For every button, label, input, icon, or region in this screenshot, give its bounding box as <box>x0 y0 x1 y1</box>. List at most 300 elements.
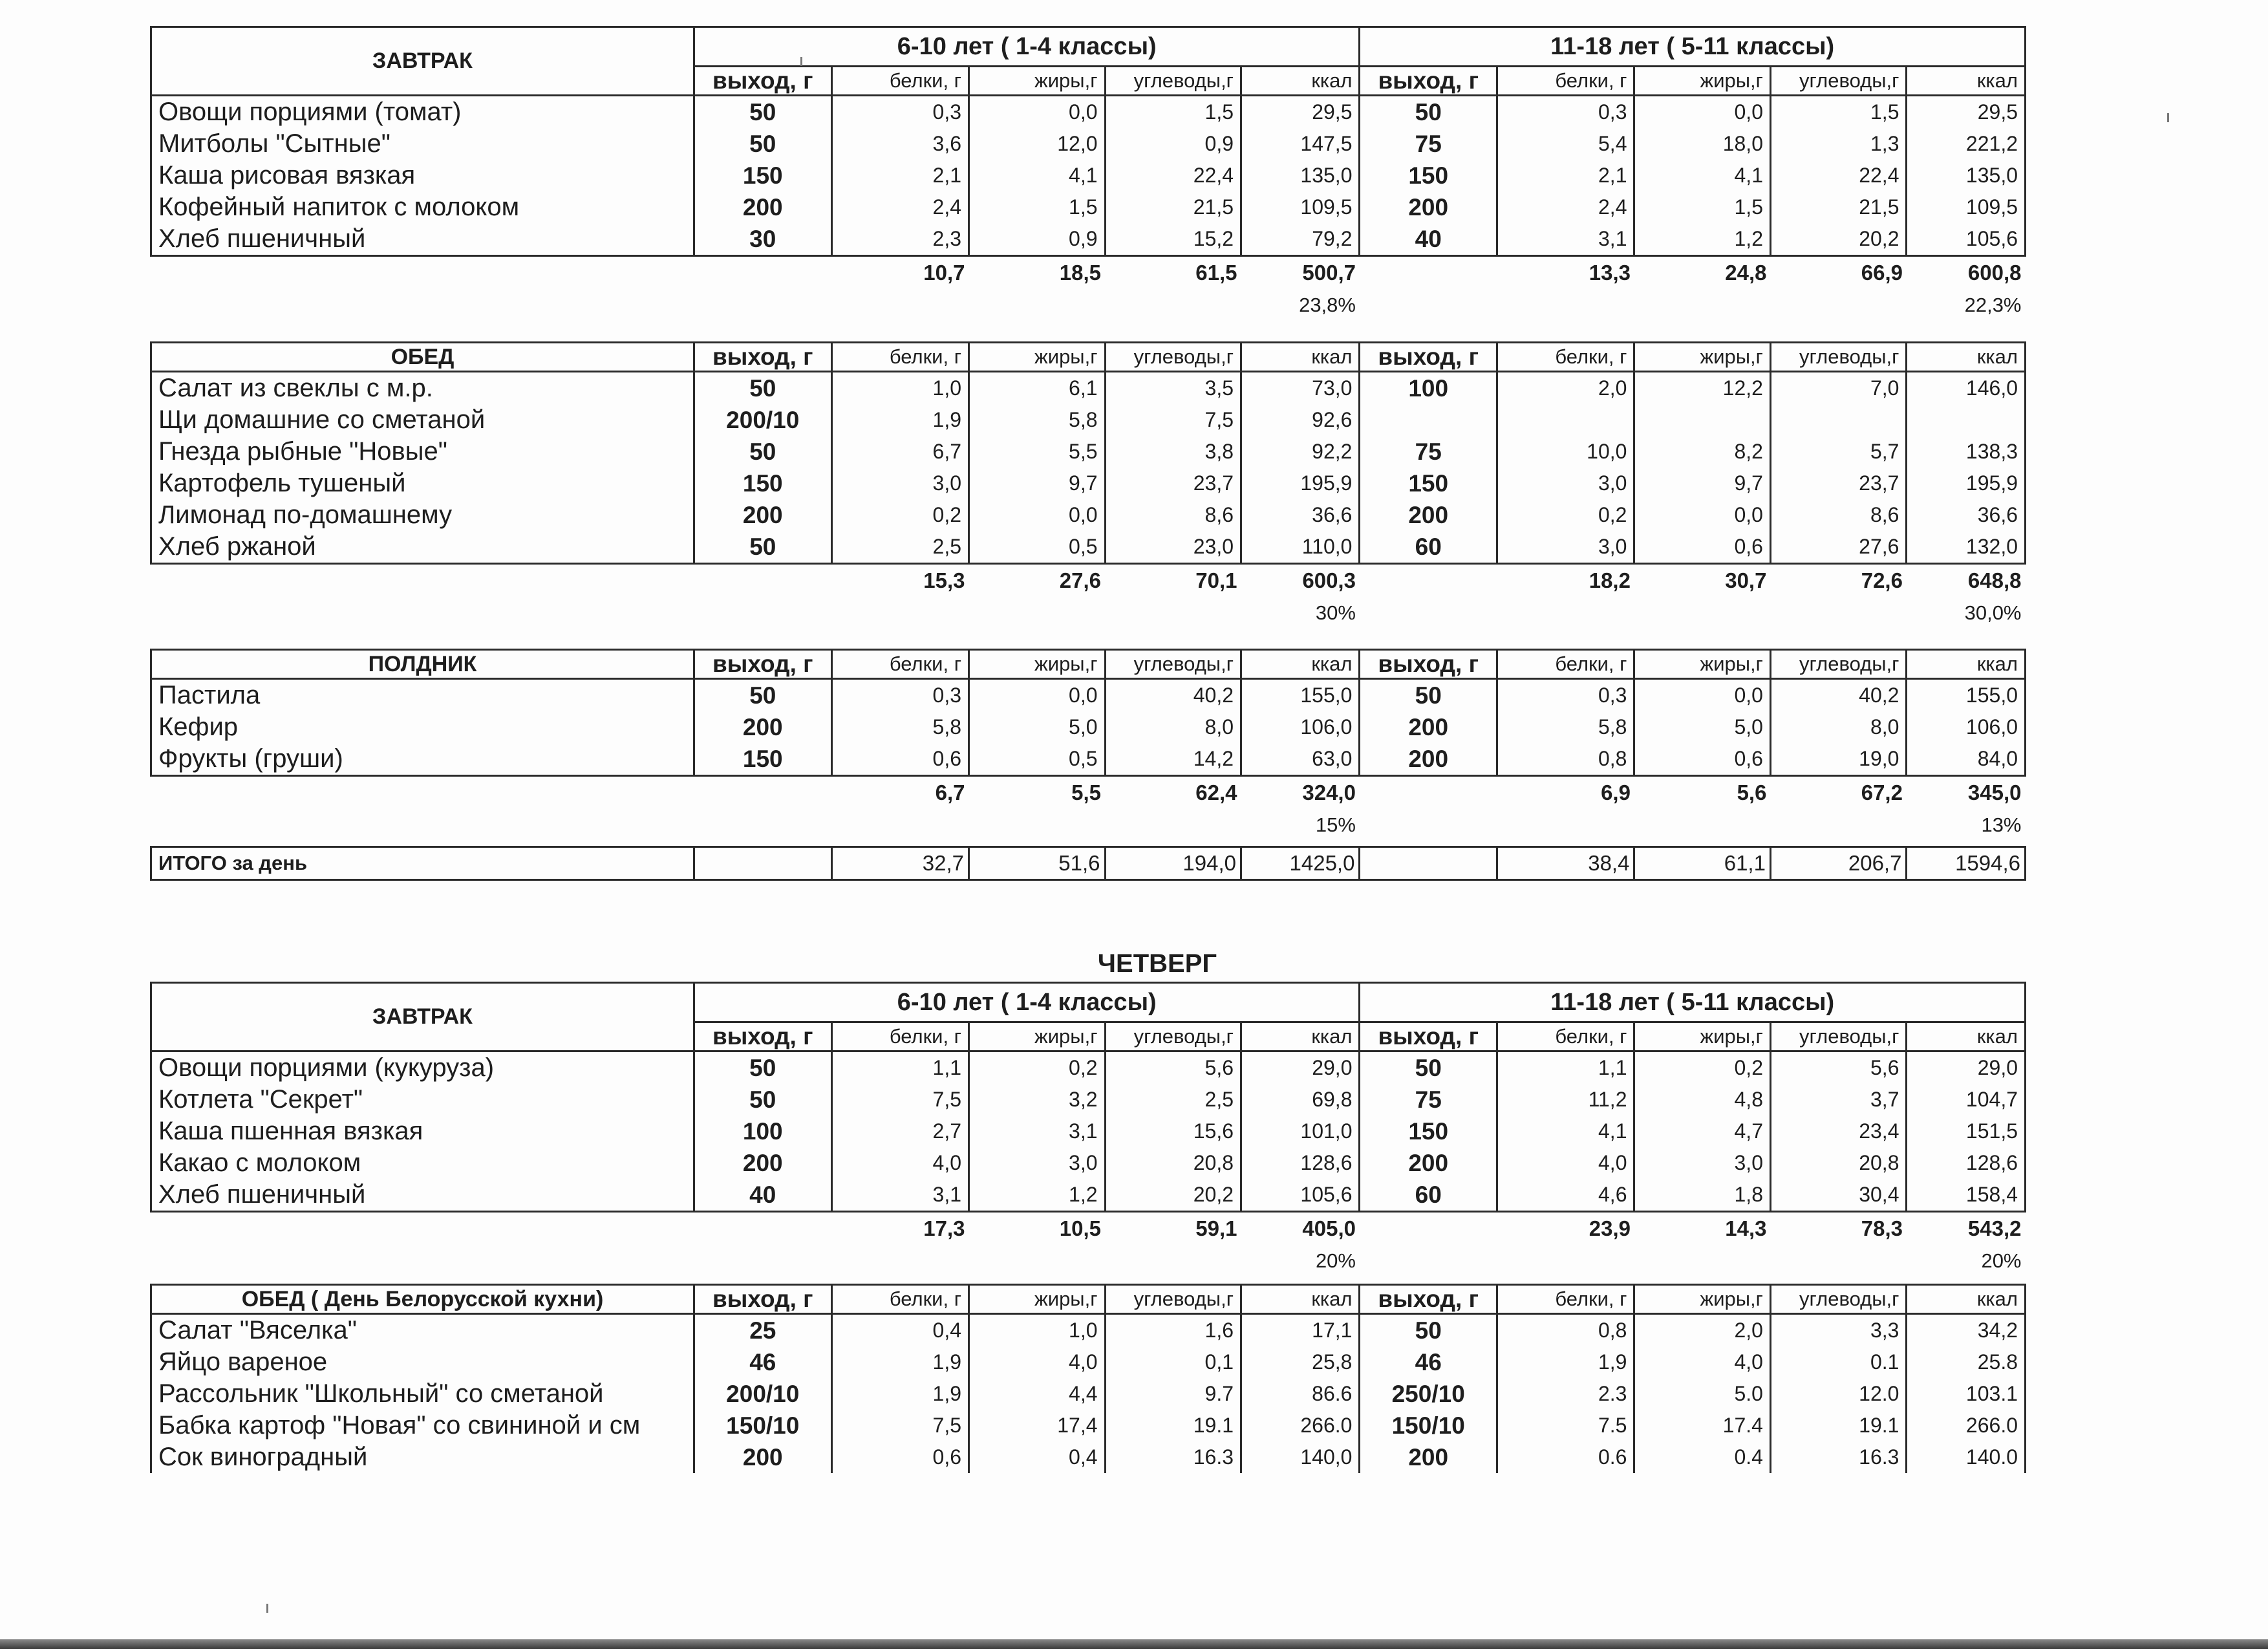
junior-carbs-subtotal: 62,4 <box>1195 781 1237 804</box>
senior-carbs-value: 8,6 <box>1770 499 1907 531</box>
junior-kcal-value: 147,5 <box>1241 128 1360 160</box>
senior-protein-value: 0,3 <box>1497 96 1634 129</box>
menu-item-row <box>151 128 2026 160</box>
senior-kcal-value: 138,3 <box>1907 436 2026 468</box>
senior-protein-value: 11,2 <box>1497 1084 1634 1116</box>
menu-item-row <box>151 1147 2026 1179</box>
senior-carbs-value: 1,3 <box>1770 128 1907 160</box>
spacer <box>1360 809 1497 841</box>
senior-fat-value: 3,0 <box>1634 1147 1771 1179</box>
total-junior-kcal: 1425,0 <box>1241 846 1360 879</box>
junior-fat-value: 1,0 <box>969 1314 1106 1347</box>
senior-output-value: 250/10 <box>1360 1378 1497 1410</box>
day1-snack-rows <box>151 679 2026 776</box>
day-total-label: ИТОГО за день <box>151 846 694 879</box>
junior-carbs-value: 3,8 <box>1105 436 1241 468</box>
junior-kcal-value: 69,8 <box>1241 1084 1360 1116</box>
spacer <box>1634 597 1771 629</box>
junior-output-header: выход, г <box>694 1285 832 1314</box>
menu-item-row <box>151 436 2026 468</box>
senior-fat-value: 4,0 <box>1634 1346 1771 1378</box>
senior-fat-value: 17.4 <box>1634 1410 1771 1441</box>
junior-protein-value: 3,1 <box>831 1179 969 1212</box>
senior-output-value: 200 <box>1360 743 1497 776</box>
junior-protein-value: 2,5 <box>831 531 969 564</box>
day2-breakfast-rows <box>151 1051 2026 1212</box>
day1-lunch-block <box>150 341 2026 629</box>
junior-fat-value: 4,1 <box>969 160 1106 191</box>
junior-fat-header: жиры,г <box>969 67 1106 96</box>
junior-fat-value: 5,5 <box>969 436 1106 468</box>
senior-kcal-value: 84,0 <box>1907 743 2026 776</box>
dish-name: Картофель тушеный <box>151 468 694 499</box>
dish-name: Котлета "Секрет" <box>151 1084 694 1116</box>
menu-item-row <box>151 1179 2026 1212</box>
meal-percent-row <box>151 597 2026 629</box>
day2-breakfast-table <box>150 982 2026 1277</box>
spacer <box>1360 1212 1497 1245</box>
scan-speck <box>800 57 802 66</box>
junior-kcal-subtotal: 500,7 <box>1302 261 1356 285</box>
senior-carbs-value: 23,7 <box>1770 468 1907 499</box>
junior-output-value: 200/10 <box>694 1378 832 1410</box>
senior-protein-value <box>1497 404 1634 436</box>
junior-output-header: выход, г <box>694 343 832 372</box>
junior-carbs-value: 16.3 <box>1105 1441 1241 1473</box>
senior-output-value: 200 <box>1360 1147 1497 1179</box>
scanner-edge-shadow <box>0 1639 2268 1649</box>
junior-carbs-header: углеводы,г <box>1105 1022 1241 1051</box>
column-header-row <box>151 343 2026 372</box>
junior-kcal-value: 36,6 <box>1241 499 1360 531</box>
senior-output-header: выход, г <box>1360 67 1497 96</box>
senior-fat-value: 4,7 <box>1634 1116 1771 1147</box>
senior-kcal-value: 151,5 <box>1907 1116 2026 1147</box>
dish-name: Рассольник "Школьный" со сметаной <box>151 1378 694 1410</box>
dish-name: Хлеб пшеничный <box>151 1179 694 1212</box>
junior-output-value: 200 <box>694 711 832 743</box>
spacer <box>151 597 694 629</box>
senior-protein-value: 1,1 <box>1497 1051 1634 1084</box>
junior-carbs-value: 14,2 <box>1105 743 1241 776</box>
senior-carbs-value: 22,4 <box>1770 160 1907 191</box>
spacer <box>831 289 969 321</box>
senior-fat-subtotal: 5,6 <box>1737 781 1767 804</box>
junior-protein-value: 2,4 <box>831 191 969 223</box>
senior-fat-value <box>1634 404 1771 436</box>
senior-carbs-header: углеводы,г <box>1770 67 1907 96</box>
junior-protein-header: белки, г <box>831 343 969 372</box>
day2-breakfast-block <box>150 982 2026 1277</box>
age-group-junior: 6-10 лет ( 1-4 классы) <box>694 983 1360 1022</box>
dish-name: Салат из свеклы с м.р. <box>151 372 694 405</box>
senior-output-value: 50 <box>1360 1051 1497 1084</box>
spacer <box>1770 809 1907 841</box>
junior-carbs-value: 23,0 <box>1105 531 1241 564</box>
senior-kcal-value: 104,7 <box>1907 1084 2026 1116</box>
senior-protein-value: 3,0 <box>1497 531 1634 564</box>
senior-output-value: 75 <box>1360 436 1497 468</box>
day1-lunch-table <box>150 341 2026 629</box>
day-total-row <box>151 846 2026 879</box>
junior-carbs-value: 22,4 <box>1105 160 1241 191</box>
junior-protein-value: 0,6 <box>831 1441 969 1473</box>
senior-kcal-value: 25.8 <box>1907 1346 2026 1378</box>
junior-kcal-percent: 15% <box>1315 814 1356 836</box>
junior-fat-value: 4,0 <box>969 1346 1106 1378</box>
junior-protein-value: 7,5 <box>831 1410 969 1441</box>
senior-fat-value: 0,2 <box>1634 1051 1771 1084</box>
senior-fat-value: 12,2 <box>1634 372 1771 405</box>
junior-kcal-value: 105,6 <box>1241 1179 1360 1212</box>
spacer <box>831 1245 969 1277</box>
junior-fat-value: 0,9 <box>969 223 1106 256</box>
junior-carbs-subtotal: 70,1 <box>1195 568 1237 592</box>
senior-fat-value: 8,2 <box>1634 436 1771 468</box>
menu-item-row <box>151 191 2026 223</box>
junior-protein-value: 2,7 <box>831 1116 969 1147</box>
junior-protein-value: 5,8 <box>831 711 969 743</box>
senior-protein-value: 5,8 <box>1497 711 1634 743</box>
dish-name: Бабка картоф "Новая" со свининой и см <box>151 1410 694 1441</box>
junior-output-value: 150 <box>694 468 832 499</box>
junior-output-value: 40 <box>694 1179 832 1212</box>
senior-carbs-header: углеводы,г <box>1770 1022 1907 1051</box>
senior-kcal-header: ккал <box>1907 1022 2026 1051</box>
column-header-row <box>151 650 2026 679</box>
junior-output-header: выход, г <box>694 67 832 96</box>
senior-fat-value: 0,0 <box>1634 679 1771 712</box>
menu-item-row <box>151 1084 2026 1116</box>
senior-protein-value: 2,0 <box>1497 372 1634 405</box>
senior-protein-value: 0,3 <box>1497 679 1634 712</box>
senior-carbs-value: 5,7 <box>1770 436 1907 468</box>
spacer <box>1497 597 1634 629</box>
spacer <box>969 809 1106 841</box>
senior-carbs-value: 19,0 <box>1770 743 1907 776</box>
senior-carbs-value: 40,2 <box>1770 679 1907 712</box>
junior-protein-value: 3,0 <box>831 468 969 499</box>
junior-protein-value: 7,5 <box>831 1084 969 1116</box>
junior-fat-value: 4,4 <box>969 1378 1106 1410</box>
junior-fat-header: жиры,г <box>969 343 1106 372</box>
senior-carbs-value: 27,6 <box>1770 531 1907 564</box>
total-junior-fat: 51,6 <box>969 846 1106 879</box>
senior-kcal-value: 103.1 <box>1907 1378 2026 1410</box>
total-senior-carbs: 206,7 <box>1770 846 1907 879</box>
senior-kcal-percent: 30,0% <box>1964 601 2022 624</box>
senior-carbs-header: углеводы,г <box>1770 650 1907 679</box>
total-junior-carbs: 194,0 <box>1105 846 1241 879</box>
senior-protein-header: белки, г <box>1497 650 1634 679</box>
junior-protein-value: 0,3 <box>831 96 969 129</box>
dish-name: Каша рисовая вязкая <box>151 160 694 191</box>
senior-output-value: 75 <box>1360 1084 1497 1116</box>
dish-name: Пастила <box>151 679 694 712</box>
senior-kcal-value: 140.0 <box>1907 1441 2026 1473</box>
senior-kcal-value: 106,0 <box>1907 711 2026 743</box>
senior-carbs-value: 30,4 <box>1770 1179 1907 1212</box>
spacer <box>151 289 694 321</box>
senior-kcal-header: ккал <box>1907 67 2026 96</box>
senior-protein-value: 3,1 <box>1497 223 1634 256</box>
senior-output-value: 50 <box>1360 1314 1497 1347</box>
meal-percent-row <box>151 1245 2026 1277</box>
senior-protein-subtotal: 13,3 <box>1589 261 1631 285</box>
junior-fat-header: жиры,г <box>969 1285 1106 1314</box>
senior-kcal-value: 221,2 <box>1907 128 2026 160</box>
junior-output-value: 50 <box>694 1051 832 1084</box>
junior-kcal-percent: 20% <box>1315 1249 1356 1272</box>
spacer <box>694 1212 832 1245</box>
junior-fat-subtotal: 18,5 <box>1059 261 1101 285</box>
dish-name: Лимонад по-домашнему <box>151 499 694 531</box>
senior-protein-value: 2.3 <box>1497 1378 1634 1410</box>
senior-carbs-value: 12.0 <box>1770 1378 1907 1410</box>
senior-protein-value: 3,0 <box>1497 468 1634 499</box>
junior-protein-value: 0,4 <box>831 1314 969 1347</box>
meal-title: ЗАВТРАК <box>151 27 694 96</box>
senior-kcal-value: 155,0 <box>1907 679 2026 712</box>
junior-protein-value: 6,7 <box>831 436 969 468</box>
spacer <box>1360 289 1497 321</box>
junior-kcal-value: 63,0 <box>1241 743 1360 776</box>
meal-subtotal-row <box>151 564 2026 598</box>
senior-carbs-value <box>1770 404 1907 436</box>
junior-kcal-header: ккал <box>1241 1022 1360 1051</box>
senior-protein-value: 1,9 <box>1497 1346 1634 1378</box>
senior-carbs-value: 23,4 <box>1770 1116 1907 1147</box>
senior-kcal-percent: 13% <box>1981 814 2022 836</box>
junior-kcal-header: ккал <box>1241 650 1360 679</box>
spacer <box>694 809 832 841</box>
junior-fat-value: 0,0 <box>969 499 1106 531</box>
junior-kcal-value: 140,0 <box>1241 1441 1360 1473</box>
dish-name: Овощи порциями (кукуруза) <box>151 1051 694 1084</box>
senior-protein-value: 5,4 <box>1497 128 1634 160</box>
junior-output-header: выход, г <box>694 650 832 679</box>
spacer <box>1497 1245 1634 1277</box>
senior-carbs-header: углеводы,г <box>1770 343 1907 372</box>
age-group-senior: 11-18 лет ( 5-11 классы) <box>1360 983 2026 1022</box>
junior-carbs-value: 8,0 <box>1105 711 1241 743</box>
senior-fat-header: жиры,г <box>1634 67 1771 96</box>
senior-protein-value: 2,4 <box>1497 191 1634 223</box>
meal-percent-row <box>151 289 2026 321</box>
junior-kcal-value: 106,0 <box>1241 711 1360 743</box>
spacer <box>1105 597 1241 629</box>
senior-kcal-value: 29,0 <box>1907 1051 2026 1084</box>
senior-kcal-header: ккал <box>1907 343 2026 372</box>
spacer <box>1360 597 1497 629</box>
junior-protein-value: 1,1 <box>831 1051 969 1084</box>
dish-name: Митболы "Сытные" <box>151 128 694 160</box>
junior-protein-value: 0,2 <box>831 499 969 531</box>
senior-output-value: 150 <box>1360 468 1497 499</box>
senior-carbs-value: 20,8 <box>1770 1147 1907 1179</box>
senior-output-value: 200 <box>1360 1441 1497 1473</box>
senior-kcal-subtotal: 600,8 <box>1967 261 2022 285</box>
junior-output-value: 50 <box>694 436 832 468</box>
senior-output-value: 75 <box>1360 128 1497 160</box>
junior-kcal-value: 128,6 <box>1241 1147 1360 1179</box>
spacer <box>1770 597 1907 629</box>
senior-protein-header: белки, г <box>1497 1285 1634 1314</box>
senior-carbs-subtotal: 72,6 <box>1861 568 1903 592</box>
junior-protein-value: 2,3 <box>831 223 969 256</box>
senior-carbs-subtotal: 66,9 <box>1861 261 1903 285</box>
spacer <box>1360 564 1497 598</box>
junior-carbs-value: 15,2 <box>1105 223 1241 256</box>
senior-carbs-value: 1,5 <box>1770 96 1907 129</box>
senior-carbs-subtotal: 78,3 <box>1861 1216 1903 1240</box>
senior-kcal-value: 36,6 <box>1907 499 2026 531</box>
senior-fat-header: жиры,г <box>1634 650 1771 679</box>
dish-name: Щи домашние со сметаной <box>151 404 694 436</box>
day1-breakfast-rows <box>151 96 2026 256</box>
menu-item-row <box>151 1314 2026 1347</box>
junior-output-value: 50 <box>694 1084 832 1116</box>
spacer <box>694 776 832 810</box>
senior-kcal-subtotal: 648,8 <box>1967 568 2022 592</box>
senior-kcal-value: 195,9 <box>1907 468 2026 499</box>
junior-kcal-subtotal: 405,0 <box>1302 1216 1356 1240</box>
total-senior-protein: 38,4 <box>1497 846 1634 879</box>
junior-output-value: 200 <box>694 191 832 223</box>
day1-breakfast-block <box>150 26 2026 321</box>
day1-breakfast-table <box>150 26 2026 321</box>
junior-carbs-value: 0,9 <box>1105 128 1241 160</box>
senior-kcal-value: 158,4 <box>1907 1179 2026 1212</box>
spacer <box>1634 809 1771 841</box>
junior-protein-header: белки, г <box>831 67 969 96</box>
senior-kcal-percent: 22,3% <box>1964 294 2022 316</box>
spacer <box>969 1245 1106 1277</box>
senior-kcal-value: 135,0 <box>1907 160 2026 191</box>
junior-carbs-value: 5,6 <box>1105 1051 1241 1084</box>
menu-item-row <box>151 1116 2026 1147</box>
senior-output-value: 200 <box>1360 499 1497 531</box>
senior-kcal-header: ккал <box>1907 1285 2026 1314</box>
junior-carbs-value: 7,5 <box>1105 404 1241 436</box>
senior-protein-value: 0,8 <box>1497 1314 1634 1347</box>
dish-name: Гнезда рыбные "Новые" <box>151 436 694 468</box>
junior-kcal-value: 155,0 <box>1241 679 1360 712</box>
senior-protein-header: белки, г <box>1497 1022 1634 1051</box>
senior-kcal-value: 146,0 <box>1907 372 2026 405</box>
spacer <box>151 564 694 598</box>
senior-protein-value: 4,0 <box>1497 1147 1634 1179</box>
spacer <box>1497 289 1634 321</box>
senior-protein-header: белки, г <box>1497 67 1634 96</box>
senior-kcal-subtotal: 345,0 <box>1967 781 2022 804</box>
spacer <box>694 1245 832 1277</box>
dish-name: Салат "Вяселка" <box>151 1314 694 1347</box>
senior-output-value: 60 <box>1360 531 1497 564</box>
spacer <box>969 289 1106 321</box>
dish-name: Фрукты (груши) <box>151 743 694 776</box>
senior-kcal-subtotal: 543,2 <box>1967 1216 2022 1240</box>
senior-fat-value: 4,1 <box>1634 160 1771 191</box>
junior-output-value: 50 <box>694 372 832 405</box>
dish-name: Кефир <box>151 711 694 743</box>
senior-fat-header: жиры,г <box>1634 1285 1771 1314</box>
junior-kcal-value: 17,1 <box>1241 1314 1360 1347</box>
junior-output-value: 200 <box>694 499 832 531</box>
senior-protein-value: 4,1 <box>1497 1116 1634 1147</box>
junior-carbs-header: углеводы,г <box>1105 650 1241 679</box>
junior-kcal-subtotal: 324,0 <box>1302 781 1356 804</box>
junior-protein-subtotal: 10,7 <box>923 261 965 285</box>
spacer <box>831 809 969 841</box>
junior-carbs-value: 3,5 <box>1105 372 1241 405</box>
day-title: ЧЕТВЕРГ <box>1097 949 1217 978</box>
senior-fat-value: 0,0 <box>1634 96 1771 129</box>
junior-carbs-value: 40,2 <box>1105 679 1241 712</box>
spacer <box>151 776 694 810</box>
dish-name: Какао с молоком <box>151 1147 694 1179</box>
meal-subtotal-row <box>151 256 2026 290</box>
junior-output-value: 50 <box>694 96 832 129</box>
junior-carbs-value: 20,8 <box>1105 1147 1241 1179</box>
senior-carbs-value: 8,0 <box>1770 711 1907 743</box>
junior-carbs-value: 1,5 <box>1105 96 1241 129</box>
spacer <box>1634 1245 1771 1277</box>
junior-carbs-header: углеводы,г <box>1105 1285 1241 1314</box>
menu-item-row <box>151 96 2026 129</box>
menu-item-row <box>151 1051 2026 1084</box>
junior-protein-subtotal: 6,7 <box>935 781 965 804</box>
column-header-row <box>151 1285 2026 1314</box>
junior-fat-value: 1,2 <box>969 1179 1106 1212</box>
senior-carbs-header: углеводы,г <box>1770 1285 1907 1314</box>
day1-snack-block <box>150 649 2026 881</box>
senior-fat-header: жиры,г <box>1634 1022 1771 1051</box>
junior-fat-value: 0,5 <box>969 531 1106 564</box>
senior-output-value: 46 <box>1360 1346 1497 1378</box>
senior-fat-value: 1,5 <box>1634 191 1771 223</box>
junior-carbs-value: 15,6 <box>1105 1116 1241 1147</box>
junior-carbs-header: углеводы,г <box>1105 67 1241 96</box>
senior-fat-value: 5.0 <box>1634 1378 1771 1410</box>
senior-fat-value: 9,7 <box>1634 468 1771 499</box>
menu-item-row <box>151 1346 2026 1378</box>
junior-kcal-percent: 23,8% <box>1299 294 1356 316</box>
spacer <box>1105 809 1241 841</box>
junior-output-value: 200 <box>694 1441 832 1473</box>
junior-carbs-value: 23,7 <box>1105 468 1241 499</box>
junior-fat-value: 9,7 <box>969 468 1106 499</box>
meal-subtotal-row <box>151 776 2026 810</box>
day2-lunch-table <box>150 1284 2026 1473</box>
senior-output-value: 40 <box>1360 223 1497 256</box>
junior-carbs-value: 21,5 <box>1105 191 1241 223</box>
meal-title: ОБЕД <box>151 343 694 372</box>
spacer <box>969 597 1106 629</box>
senior-protein-header: белки, г <box>1497 343 1634 372</box>
junior-carbs-value: 0,1 <box>1105 1346 1241 1378</box>
junior-output-value: 100 <box>694 1116 832 1147</box>
senior-carbs-value: 0.1 <box>1770 1346 1907 1378</box>
senior-output-value: 50 <box>1360 679 1497 712</box>
junior-kcal-value: 73,0 <box>1241 372 1360 405</box>
senior-output-value: 200 <box>1360 191 1497 223</box>
senior-protein-value: 2,1 <box>1497 160 1634 191</box>
senior-fat-value: 1,2 <box>1634 223 1771 256</box>
junior-protein-header: белки, г <box>831 1285 969 1314</box>
junior-protein-value: 0,3 <box>831 679 969 712</box>
junior-protein-subtotal: 15,3 <box>923 568 965 592</box>
